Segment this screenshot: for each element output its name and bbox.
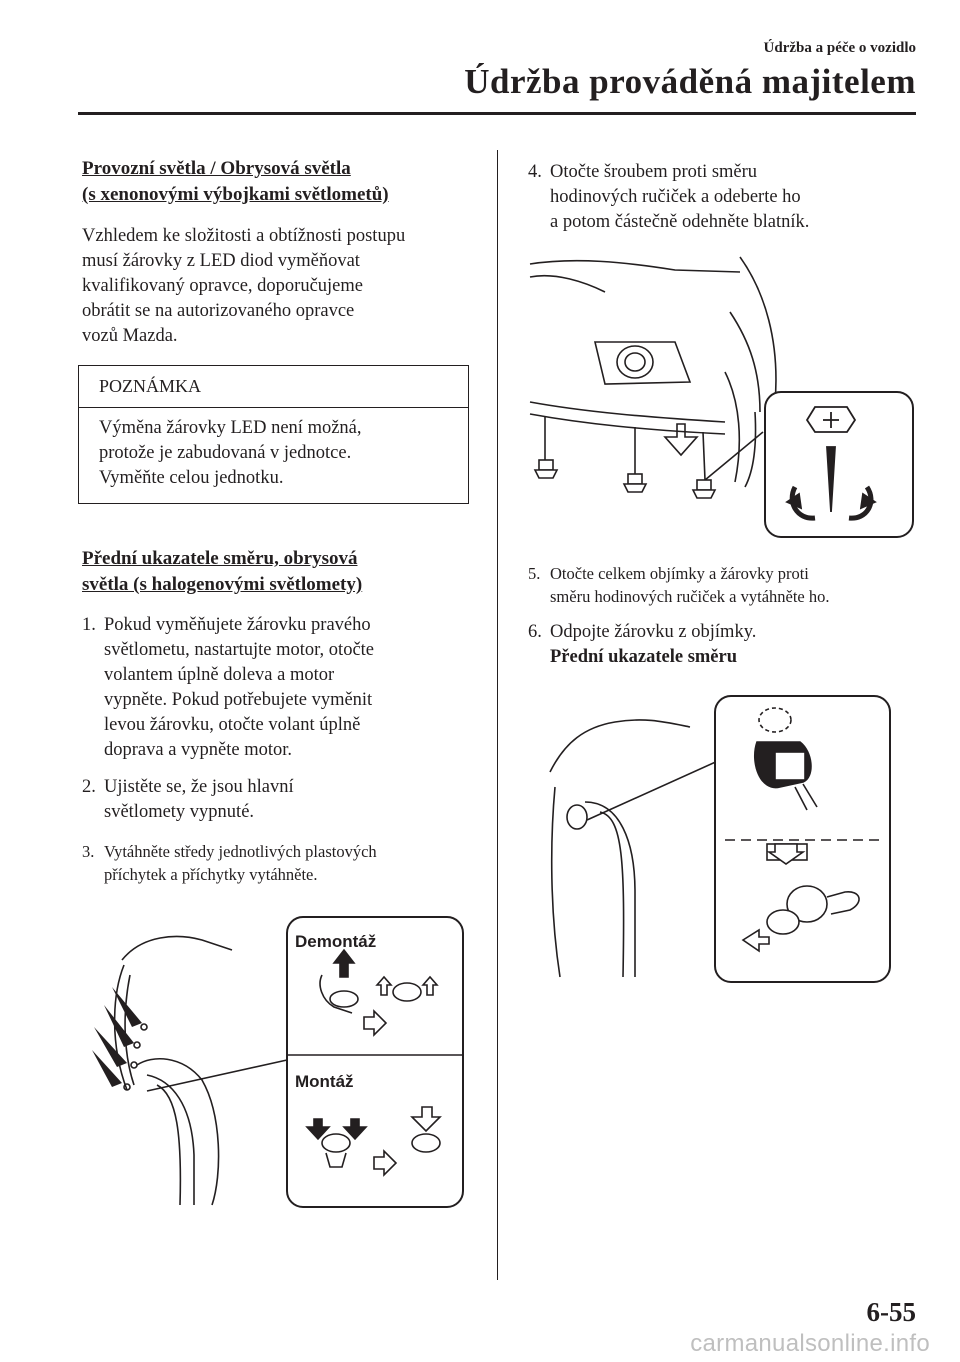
text-line: Vytáhněte středy jednotlivých plastových [104, 842, 377, 861]
step-text [550, 160, 809, 235]
note-divider [79, 407, 468, 408]
heading-line: (s xenonovými výbojkami světlometů) [82, 184, 389, 205]
heading-line: Přední ukazatele směru, obrysová [82, 548, 358, 569]
text-line: Pokud vyměňujete žárovku pravého [104, 615, 371, 635]
step-number: 3. [82, 842, 95, 861]
text-line: obrátit se na autorizovaného opravce [82, 301, 355, 321]
step-text [104, 840, 377, 886]
page-number: 6-55 [866, 1297, 916, 1327]
figure-bulb [545, 692, 895, 987]
text-line: příchytek a příchytky vytáhněte. [104, 865, 318, 884]
clips-illustration [82, 905, 472, 1215]
step-text [104, 613, 374, 763]
watermark: carmanualsonline.info [690, 1330, 930, 1357]
text-line: Otočte celkem objímky a žárovky proti [550, 564, 809, 583]
text-line: kvalifikovaný opravce, doporučujeme [82, 276, 363, 296]
heading-line: Provozní světla / Obrysová světla [82, 158, 351, 179]
column-divider [497, 150, 498, 1280]
section-heading-xenon [82, 156, 389, 208]
label-removal: Demontáž [295, 932, 377, 951]
text-line: Výměna žárovky LED není možná, [99, 418, 362, 438]
header-rule [78, 112, 916, 115]
text-line: Vyměňte celou jednotku. [99, 468, 284, 488]
text-line: volantem úplně doleva a motor [104, 665, 335, 685]
text-line: vozů Mazda. [82, 326, 178, 346]
figure-screw [525, 252, 920, 542]
paragraph-led-notice [82, 224, 482, 349]
text-line: Ujistěte se, že jsou hlavní [104, 777, 294, 797]
step-text [104, 775, 294, 825]
step-number: 5. [528, 564, 541, 583]
text-line: vypněte. Pokud potřebujete vyměnit [104, 690, 373, 710]
bulb-illustration [545, 692, 895, 987]
text-line: protože je zabudovaná v jednotce. [99, 443, 352, 463]
note-title: POZNÁMKA [99, 376, 202, 396]
text-line: Otočte šroubem proti směru [550, 162, 758, 182]
text-line: Přední ukazatele směru [550, 647, 738, 667]
running-header-title: Údržba prováděná majitelem [464, 62, 916, 101]
note-box [78, 365, 469, 504]
text-line: hodinových ručiček a odeberte ho [550, 187, 801, 207]
text-line: musí žárovky z LED diod vyměňovat [82, 251, 360, 271]
section-heading-halogen [82, 546, 362, 598]
step-number: 1. [82, 615, 96, 635]
step-text [550, 620, 756, 670]
text-line: světlomety vypnuté. [104, 802, 255, 822]
step-number: 6. [528, 622, 542, 642]
text-line: a potom částečně odehněte blatník. [550, 212, 810, 232]
heading-line: světla (s halogenovými světlomety) [82, 574, 363, 595]
text-line: doprava a vypněte motor. [104, 740, 293, 760]
label-installation: Montáž [295, 1072, 354, 1091]
text-line: světlometu, nastartujte motor, otočte [104, 640, 375, 660]
screw-illustration [525, 252, 920, 542]
running-header-small: Údržba a péče o vozidlo [763, 40, 916, 56]
note-text [99, 416, 459, 491]
step-number: 4. [528, 162, 542, 182]
step-number: 2. [82, 777, 96, 797]
figure-clips [82, 905, 472, 1215]
text-line: Odpojte žárovku z objímky. [550, 622, 757, 642]
text-line: směru hodinových ručiček a vytáhněte ho. [550, 587, 830, 606]
step-text [550, 562, 830, 608]
text-line: Vzhledem ke složitosti a obtížnosti postupu [82, 226, 406, 246]
text-line: levou žárovku, otočte volant úplně [104, 715, 361, 735]
